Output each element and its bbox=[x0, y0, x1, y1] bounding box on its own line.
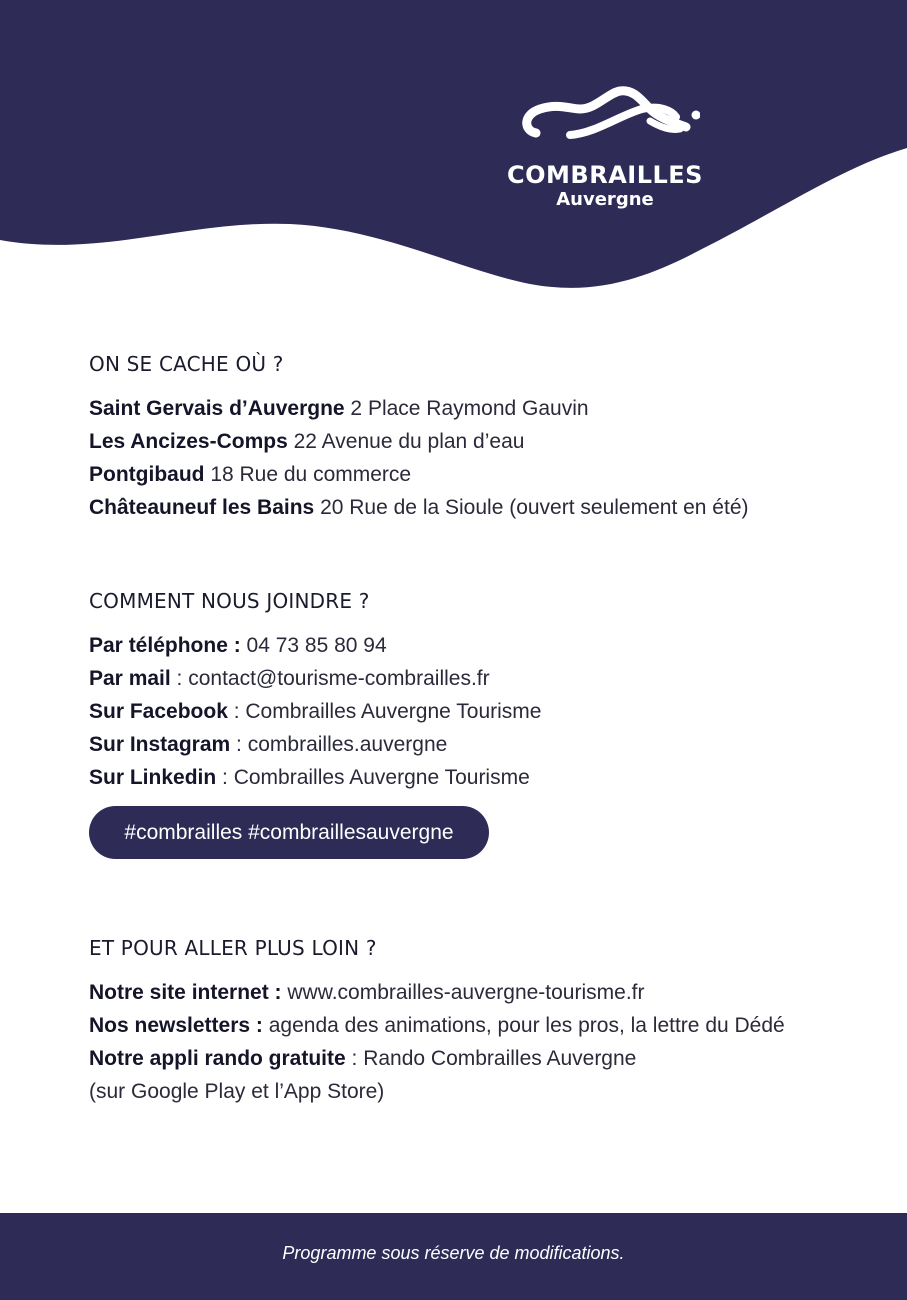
contact-item-mail bbox=[89, 662, 869, 695]
location-name: Pontgibaud bbox=[89, 463, 205, 486]
further-title: ET POUR ALLER PLUS LOIN ? bbox=[89, 936, 377, 960]
contact-value: : contact@tourisme-combrailles.fr bbox=[170, 667, 490, 690]
contact-value: : combrailles.auvergne bbox=[230, 733, 448, 756]
further-item-newsletters bbox=[89, 1009, 869, 1042]
further-label: Notre site internet : bbox=[89, 981, 282, 1004]
further-item-app bbox=[89, 1042, 869, 1075]
location-address: 22 Avenue du plan d’eau bbox=[287, 430, 525, 453]
location-address: 18 Rue du commerce bbox=[204, 463, 412, 486]
footer-note: Programme sous réserve de modifications. bbox=[282, 1243, 625, 1263]
contact-item-phone bbox=[89, 629, 869, 662]
further-note: (sur Google Play et l’App Store) bbox=[89, 1080, 385, 1103]
logo-title: COMBRAILLES bbox=[507, 161, 703, 189]
locations-section bbox=[89, 352, 869, 524]
location-name: Les Ancizes-Comps bbox=[89, 430, 288, 453]
contact-label: Par téléphone : bbox=[89, 634, 241, 657]
contact-label: Par mail bbox=[89, 667, 171, 690]
further-label: Nos newsletters : bbox=[89, 1014, 263, 1037]
contact-item-facebook bbox=[89, 695, 869, 728]
further-value: www.combrailles-auvergne-tourisme.fr bbox=[281, 981, 645, 1004]
location-name: Saint Gervais d’Auvergne bbox=[89, 397, 345, 420]
location-item bbox=[89, 425, 869, 458]
location-item bbox=[89, 458, 869, 491]
river-wave-logo-icon bbox=[510, 85, 700, 155]
further-item-website bbox=[89, 976, 869, 1009]
hashtags-badge: #combrailles #combraillesauvergne bbox=[89, 806, 489, 859]
location-item bbox=[89, 392, 869, 425]
location-name: Châteauneuf les Bains bbox=[89, 496, 315, 519]
brand-logo bbox=[500, 85, 710, 215]
location-address: 20 Rue de la Sioule (ouvert seulement en été) bbox=[314, 496, 749, 519]
contact-title: COMMENT NOUS JOINDRE ? bbox=[89, 589, 370, 613]
location-address: 2 Place Raymond Gauvin bbox=[344, 397, 589, 420]
location-item bbox=[89, 491, 869, 524]
contact-section bbox=[89, 589, 869, 794]
further-value: agenda des animations, pour les pros, la lettre du Dédé bbox=[262, 1014, 785, 1037]
contact-value: : Combrailles Auvergne Tourisme bbox=[216, 766, 530, 789]
further-section bbox=[89, 936, 869, 1108]
header-wave-background bbox=[0, 0, 907, 300]
locations-title: ON SE CACHE OÙ ? bbox=[89, 352, 284, 376]
contact-item-linkedin bbox=[89, 761, 869, 794]
further-label: Notre appli rando gratuite bbox=[89, 1047, 346, 1070]
further-value: : Rando Combrailles Auvergne bbox=[345, 1047, 637, 1070]
contact-label: Sur Instagram bbox=[89, 733, 231, 756]
contact-item-instagram bbox=[89, 728, 869, 761]
contact-value: 04 73 85 80 94 bbox=[240, 634, 387, 657]
footer-band bbox=[0, 1213, 907, 1300]
logo-subtitle: Auvergne bbox=[556, 189, 654, 210]
contact-value: : Combrailles Auvergne Tourisme bbox=[227, 700, 542, 723]
contact-label: Sur Facebook bbox=[89, 700, 228, 723]
contact-label: Sur Linkedin bbox=[89, 766, 217, 789]
